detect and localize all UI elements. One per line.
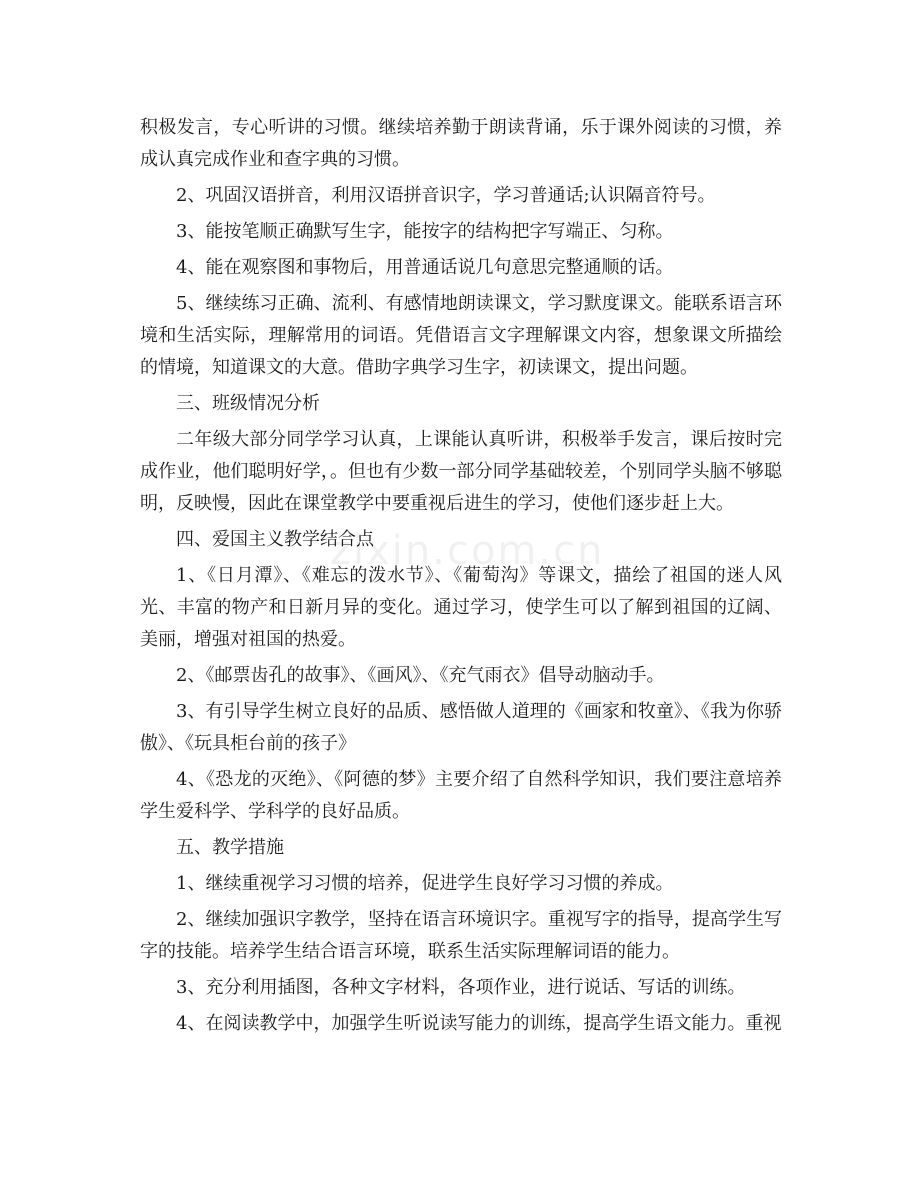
paragraph-item-4: 4、能在观察图和事物后，用普通话说几句意思完整通顺的话。 <box>176 257 674 278</box>
paragraph-patriotism-2: 2、《邮票齿孔的故事》、《画风》、《充气雨衣》倡导动脑动手。 <box>176 665 665 686</box>
document-body <box>140 112 782 1044</box>
paragraph-measure-1: 1、继续重视学习习惯的培养，促进学生良好学习习惯的养成。 <box>176 873 674 894</box>
paragraph-patriotism-4: 4、《恐龙的灭绝》、《阿德的梦》主要介绍了自然科学知识，我们要注意培养学生爱科学、学科学的良好品质。 <box>140 769 782 822</box>
paragraph-item-5: 5、继续练习正确、流利、有感情地朗读课文，学习默度课文。能联系语言环境和生活实际，理解常用的词语。凭借语言文字理解课文内容，想象课文所描绘的情境，知道课文的大意。借助字典学习生字，初读课文，提出问题。 <box>140 293 782 378</box>
paragraph-class-analysis: 二年级大部分同学学习认真，上课能认真听讲，积极举手发言，课后按时完成作业，他们聪明好学，。但也有少数一部分同学基础较差，个别同学头脑不够聪明，反映慢，因此在课堂教学中要重视后进生的学习，使他们逐步赶上大。 <box>140 429 782 514</box>
paragraph-patriotism-1: 1、《日月潭》、《难忘的泼水节》、《葡萄沟》等课文，描绘了祖国的迷人风光、丰富的物产和日新月异的变化。通过学习，使学生可以了解到祖国的辽阔、美丽，增强对祖国的热爱。 <box>140 565 782 650</box>
paragraph-measure-2: 2、继续加强识字教学，坚持在语言环境识字。重视写字的指导，提高学生写字的技能。培养学生结合语言环境，联系生活实际理解词语的能力。 <box>140 909 782 962</box>
watermark: zixin.com.cn <box>330 528 605 574</box>
section-heading-patriotism: 四、爱国主义教学结合点 <box>176 529 374 550</box>
paragraph-item-2: 2、巩固汉语拼音，利用汉语拼音识字，学习普通话;认识隔音符号。 <box>176 185 716 206</box>
section-heading-class-analysis: 三、班级情况分析 <box>176 393 320 414</box>
paragraph-item-3: 3、能按笔顺正确默写生字，能按字的结构把字写端正、匀称。 <box>176 221 674 242</box>
section-heading-measures: 五、教学措施 <box>176 837 284 858</box>
paragraph-measure-3: 3、充分利用插图，各种文字材料，各项作业，进行说话、写话的训练。 <box>176 977 746 998</box>
paragraph-continued: 积极发言，专心听讲的习惯。继续培养勤于朗读背诵，乐于课外阅读的习惯，养成认真完成作业和查字典的习惯。 <box>140 117 782 170</box>
paragraph-patriotism-3: 3、有引导学生树立良好的品质、感悟做人道理的《画家和牧童》、《我为你骄傲》、《玩具柜台前的孩子》 <box>140 701 782 754</box>
paragraph-measure-4: 4、在阅读教学中，加强学生听说读写能力的训练，提高学生语文能力。重视 <box>176 1013 782 1034</box>
